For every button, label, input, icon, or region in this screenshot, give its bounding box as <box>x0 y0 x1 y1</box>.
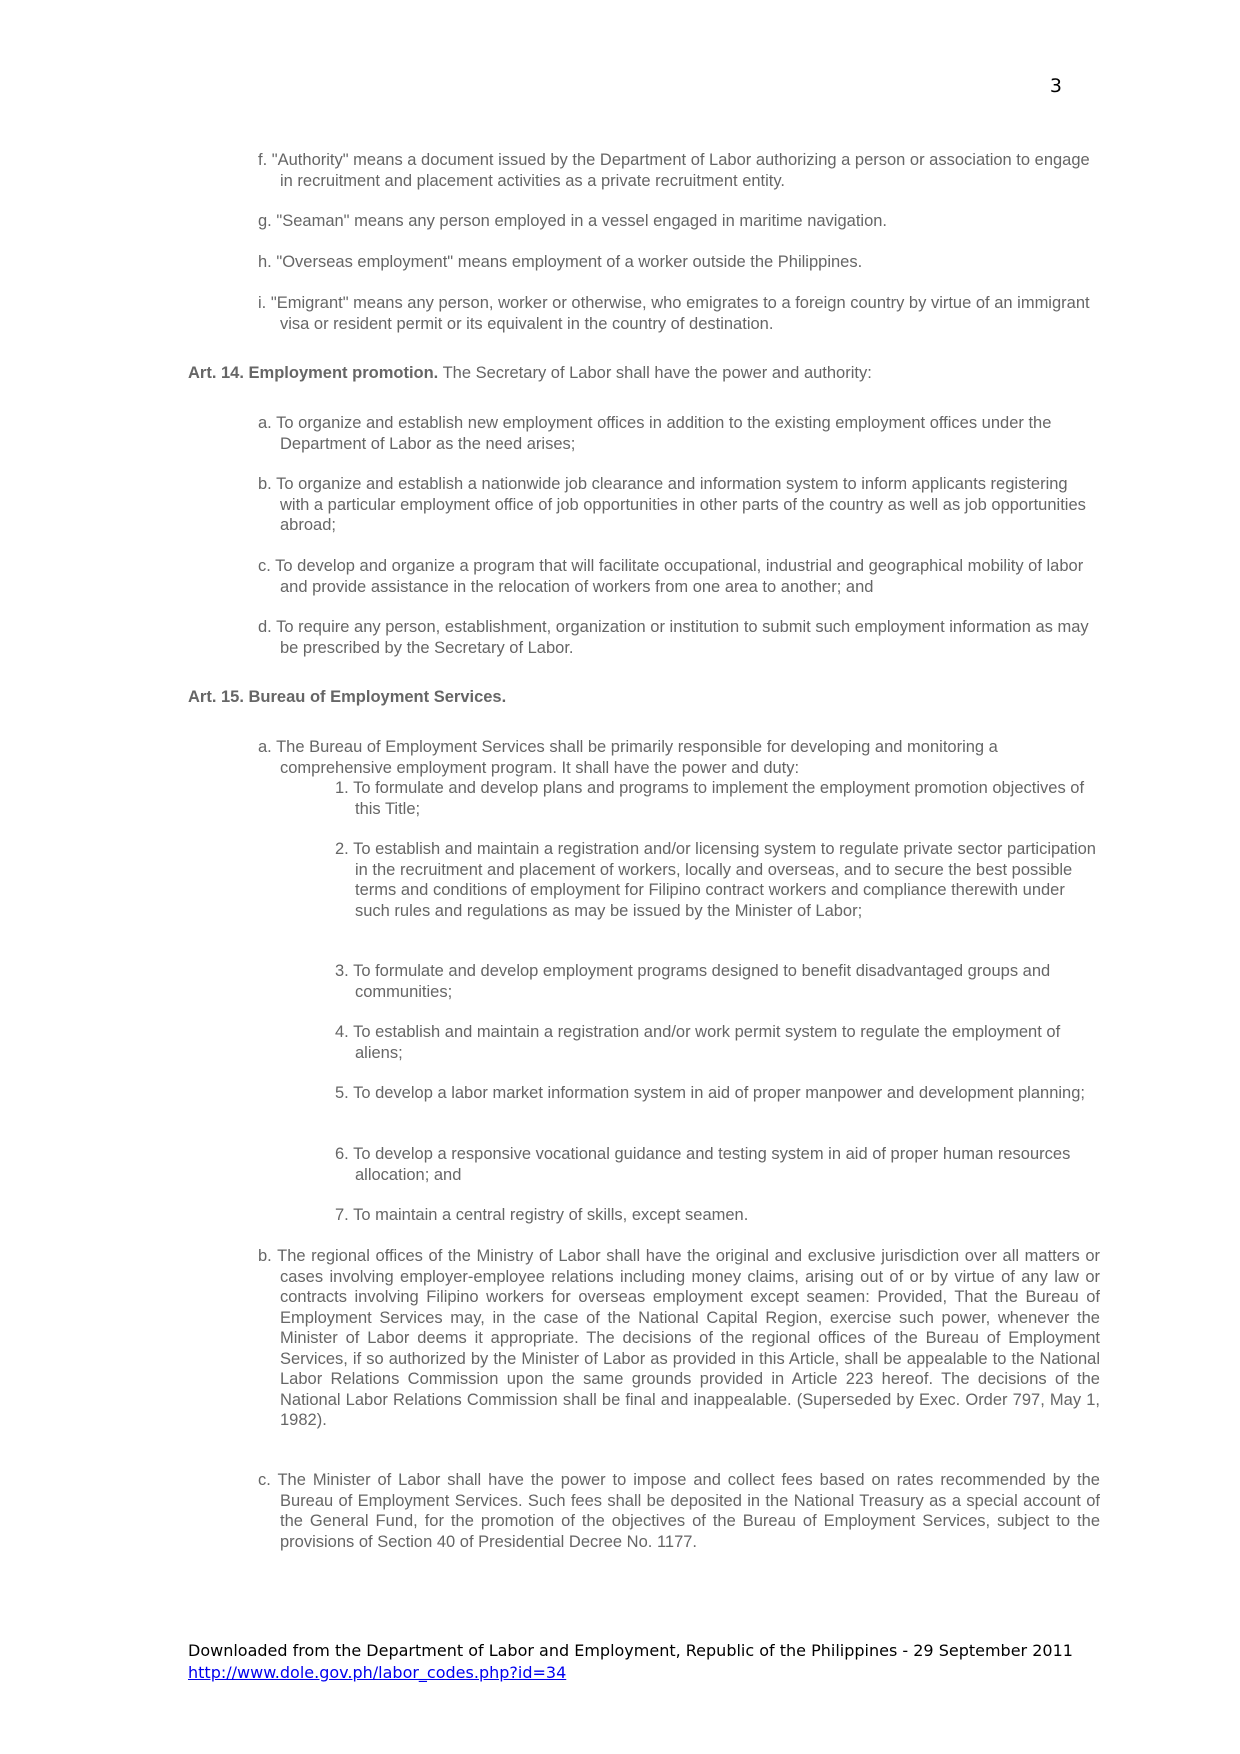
definition-item-i <box>240 293 1100 334</box>
list-marker: a. <box>258 738 272 756</box>
list-marker: b. <box>258 1247 272 1265</box>
item-text: The regional offices of the Ministry of Labor shall have the original and exclusive jurisdiction over all matters or cases involving employer-employee relations including money claims, arising out of or by virtue of any law or contracts involving Filipino workers for overseas employment except seamen: Provided, That the Bureau of Employment Services may, in the case of the National Capital Region, exercise such power, whenever the Minister of Labor deems it appropriate. The decisions of the regional offices of the Bureau of Employment Services, if so authorized by the Minister of Labor as provided in this Article, shall be appealable to the National Labor Relations Commission upon the same grounds provided in Article 223 hereof. The decisions of the National Labor Relations Commission shall be final and inappealable. (Superseded by Exec. Order 797, May 1, 1982). <box>277 1247 1100 1429</box>
list-marker: g. <box>258 212 272 230</box>
art15-item-c <box>240 1470 1100 1552</box>
list-marker: 6. <box>335 1145 349 1163</box>
duty-text: To establish and maintain a registration and/or work permit system to regulate the employment of aliens; <box>353 1023 1061 1062</box>
list-marker: f. <box>258 151 268 169</box>
article-title: Art. 15. Bureau of Employment Services. <box>188 688 507 706</box>
list-marker: b. <box>258 475 272 493</box>
list-marker: c. <box>258 1471 271 1489</box>
definition-text: "Emigrant" means any person, worker or otherwise, who emigrates to a foreign country by virtue of an immigrant visa or resident permit or its equivalent in the country of destination. <box>270 294 1090 333</box>
definition-item-f <box>240 150 1100 191</box>
duty-item-7 <box>316 1205 1099 1226</box>
article-14-heading <box>188 363 1068 384</box>
list-marker: a. <box>258 414 272 432</box>
item-text: To organize and establish a nationwide job clearance and information system to inform applicants registering with a particular employment office of job opportunities in other parts of the country as well as job opportunities abroad; <box>276 475 1086 534</box>
source-note: Downloaded from the Department of Labor and Employment, Republic of the Philippines - 29 September 2011 <box>188 1641 1073 1660</box>
list-marker: 1. <box>335 779 349 797</box>
item-text: The Bureau of Employment Services shall be primarily responsible for developing and monitoring a comprehensive employment program. It shall have the power and duty: <box>276 738 998 777</box>
art14-item-c <box>240 556 1100 597</box>
item-text: To develop and organize a program that will facilitate occupational, industrial and geographical mobility of labor and provide assistance in the relocation of workers from one area to another; and <box>275 557 1084 596</box>
article-title: Art. 14. Employment promotion. <box>188 364 439 382</box>
art15-item-b <box>240 1246 1100 1431</box>
article-intro: The Secretary of Labor shall have the power and authority: <box>438 364 872 382</box>
duty-text: To develop a responsive vocational guidance and testing system in aid of proper human resources allocation; and <box>353 1145 1071 1184</box>
item-text: To require any person, establishment, organization or institution to submit such employment information as may be prescribed by the Secretary of Labor. <box>276 618 1089 657</box>
duty-item-4 <box>316 1022 1099 1063</box>
page-footer <box>188 1640 1088 1684</box>
definition-item-h <box>240 252 1100 273</box>
duty-item-5 <box>316 1083 1099 1104</box>
list-marker: h. <box>258 253 272 271</box>
duty-item-2 <box>316 839 1099 921</box>
page-number: 3 <box>1049 75 1062 97</box>
duty-text: To develop a labor market information system in aid of proper manpower and development planning; <box>353 1084 1085 1102</box>
duty-text: To formulate and develop plans and programs to implement the employment promotion objectives of this Title; <box>353 779 1085 818</box>
duty-text: To formulate and develop employment programs designed to benefit disadvantaged groups and communities; <box>353 962 1051 1001</box>
item-text: The Minister of Labor shall have the power to impose and collect fees based on rates recommended by the Bureau of Employment Services. Such fees shall be deposited in the National Treasury as a special account of the General Fund, for the promotion of the objectives of the Bureau of Employment Services, subject to the provisions of Section 40 of Presidential Decree No. 1177. <box>277 1471 1100 1551</box>
art14-item-b <box>240 474 1100 536</box>
art15-item-a <box>240 737 1100 778</box>
list-marker: 2. <box>335 840 349 858</box>
duty-item-6 <box>316 1144 1099 1185</box>
list-marker: 5. <box>335 1084 349 1102</box>
duty-text: To maintain a central registry of skills, except seamen. <box>353 1206 749 1224</box>
list-marker: 7. <box>335 1206 349 1224</box>
definition-text: "Authority" means a document issued by the Department of Labor authorizing a person or association to engage in recruitment and placement activities as a private recruitment entity. <box>271 151 1090 190</box>
list-marker: 4. <box>335 1023 349 1041</box>
definition-text: "Seaman" means any person employed in a vessel engaged in maritime navigation. <box>276 212 888 230</box>
art14-item-a <box>240 413 1100 454</box>
duty-item-3 <box>316 961 1099 1002</box>
source-link[interactable]: http://www.dole.gov.ph/labor_codes.php?id=34 <box>188 1663 567 1682</box>
list-marker: d. <box>258 618 272 636</box>
art14-item-d <box>240 617 1100 658</box>
article-15-heading <box>188 687 1068 708</box>
definition-text: "Overseas employment" means employment of a worker outside the Philippines. <box>276 253 863 271</box>
duty-text: To establish and maintain a registration and/or licensing system to regulate private sector participation in the recruitment and placement of workers, locally and overseas, and to secure the best possible terms and conditions of employment for Filipino contract workers and compliance therewith under such rules and regulations as may be issued by the Minister of Labor; <box>353 840 1096 920</box>
item-text: To organize and establish new employment offices in addition to the existing employment offices under the Department of Labor as the need arises; <box>276 414 1052 453</box>
list-marker: c. <box>258 557 271 575</box>
duty-item-1 <box>316 778 1099 819</box>
list-marker: i. <box>258 294 267 312</box>
definition-item-g <box>240 211 1100 232</box>
list-marker: 3. <box>335 962 349 980</box>
